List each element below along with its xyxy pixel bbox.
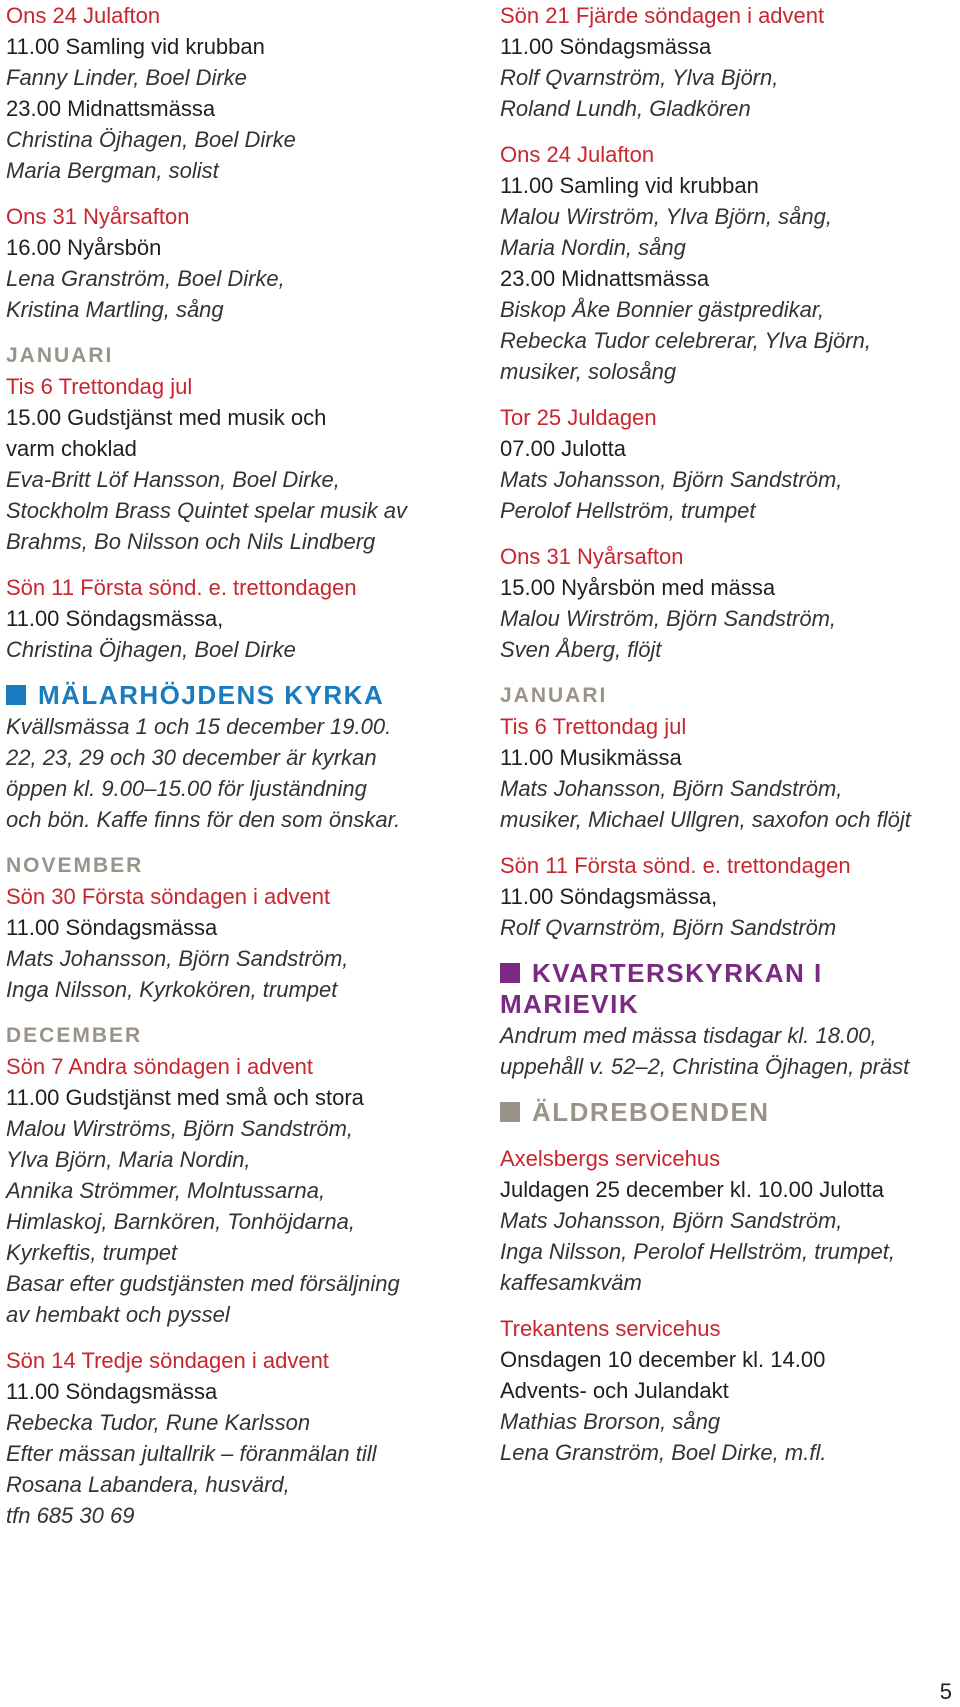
participants: av hembakt och pyssel <box>6 1302 230 1327</box>
info-text: uppehåll v. 52–2, Christina Öjhagen, präst <box>500 1054 910 1079</box>
participants: Fanny Linder, Boel Dirke <box>6 65 247 90</box>
participants: Lena Granström, Boel Dirke, <box>6 266 285 291</box>
event-heading: Sön 14 Tredje söndagen i advent <box>6 1348 329 1373</box>
participants: Maria Bergman, solist <box>6 158 219 183</box>
service-time: 11.00 Söndagsmässa <box>500 34 712 59</box>
section-heading-malarhojdens-kyrka <box>6 680 476 711</box>
participants: Malou Wirström, Björn Sandström, <box>500 606 837 631</box>
participants: tfn 685 30 69 <box>6 1503 135 1528</box>
event-heading: Tis 6 Trettondag jul <box>6 374 193 399</box>
event-heading: Ons 24 Julafton <box>500 142 655 167</box>
participants: Inga Nilsson, Kyrkokören, trumpet <box>6 977 338 1002</box>
event-heading: Tis 6 Trettondag jul <box>500 714 687 739</box>
service-time: 11.00 Gudstjänst med små och stora <box>6 1085 364 1110</box>
participants: Mathias Brorson, sång <box>500 1409 721 1434</box>
square-icon <box>500 963 520 983</box>
service-time: 23.00 Midnattsmässa <box>6 96 216 121</box>
service-time: Juldagen 25 december kl. 10.00 Julotta <box>500 1177 885 1202</box>
right-column <box>500 0 955 1468</box>
section-title-continued: MARIEVIK <box>500 989 640 1019</box>
participants: Himlaskoj, Barnkören, Tonhöjdarna, <box>6 1209 355 1234</box>
participants: Christina Öjhagen, Boel Dirke <box>6 637 296 662</box>
participants: Roland Lundh, Gladkören <box>500 96 751 121</box>
info-text: och bön. Kaffe finns för den som önskar. <box>6 807 401 832</box>
location-heading: Axelsbergs servicehus <box>500 1146 721 1171</box>
participants: Malou Wirströms, Björn Sandström, <box>6 1116 354 1141</box>
service-time: Advents- och Julandakt <box>500 1378 729 1403</box>
participants: Sven Åberg, flöjt <box>500 637 662 662</box>
left-column <box>6 0 476 1531</box>
service-time: 23.00 Midnattsmässa <box>500 266 710 291</box>
page-number: 5 <box>939 1679 952 1704</box>
month-heading: JANUARI <box>500 684 608 707</box>
participants: Malou Wirström, Ylva Björn, sång, <box>500 204 832 229</box>
event-heading: Sön 21 Fjärde söndagen i advent <box>500 3 825 28</box>
info-text: Kvällsmässa 1 och 15 december 19.00. <box>6 714 392 739</box>
month-heading: NOVEMBER <box>6 854 144 877</box>
event-heading: Sön 30 Första söndagen i advent <box>6 884 331 909</box>
participants: Rebecka Tudor celebrerar, Ylva Björn, <box>500 328 871 353</box>
event-heading: Ons 31 Nyårsafton <box>500 544 684 569</box>
participants: Basar efter gudstjänsten med försäljning <box>6 1271 400 1296</box>
service-time: 11.00 Musikmässa <box>500 745 682 770</box>
participants: Lena Granström, Boel Dirke, m.fl. <box>500 1440 827 1465</box>
event-heading: Sön 7 Andra söndagen i advent <box>6 1054 314 1079</box>
participants: Mats Johansson, Björn Sandström, <box>500 1208 843 1233</box>
event-heading: Tor 25 Juldagen <box>500 405 657 430</box>
participants: musiker, solosång <box>500 359 677 384</box>
participants: Eva-Britt Löf Hansson, Boel Dirke, <box>6 467 340 492</box>
participants: Christina Öjhagen, Boel Dirke <box>6 127 296 152</box>
section-title: MÄLARHÖJDENS KYRKA <box>38 680 385 710</box>
section-heading-aldreboenden <box>500 1097 955 1128</box>
service-time: 11.00 Samling vid krubban <box>6 34 265 59</box>
participants: Inga Nilsson, Perolof Hellström, trumpet, <box>500 1239 895 1264</box>
service-time: 15.00 Gudstjänst med musik och <box>6 405 327 430</box>
participants: Kyrkeftis, trumpet <box>6 1240 178 1265</box>
service-time: 11.00 Söndagsmässa <box>6 1379 218 1404</box>
service-time: Onsdagen 10 december kl. 14.00 <box>500 1347 826 1372</box>
participants: Brahms, Bo Nilsson och Nils Lindberg <box>6 529 376 554</box>
location-heading: Trekantens servicehus <box>500 1316 721 1341</box>
info-text: öppen kl. 9.00–15.00 för ljuständning <box>6 776 367 801</box>
participants: Mats Johansson, Björn Sandström, <box>500 776 843 801</box>
participants: kaffesamkväm <box>500 1270 642 1295</box>
participants: Biskop Åke Bonnier gästpredikar, <box>500 297 825 322</box>
event-heading: Ons 31 Nyårsafton <box>6 204 190 229</box>
participants: Mats Johansson, Björn Sandström, <box>500 467 843 492</box>
participants: Rebecka Tudor, Rune Karlsson <box>6 1410 311 1435</box>
participants: Rolf Qvarnström, Ylva Björn, <box>500 65 779 90</box>
participants: Perolof Hellström, trumpet <box>500 498 756 523</box>
service-time: 11.00 Söndagsmässa, <box>500 884 718 909</box>
participants: Annika Strömmer, Molntussarna, <box>6 1178 326 1203</box>
month-heading: DECEMBER <box>6 1024 143 1047</box>
section-heading-kvarterskyrkan <box>500 958 955 989</box>
square-icon <box>6 685 26 705</box>
section-title: KVARTERSKYRKAN I <box>532 958 823 988</box>
service-time: 11.00 Söndagsmässa <box>6 915 218 940</box>
service-time: varm choklad <box>6 436 137 461</box>
service-time: 11.00 Söndagsmässa, <box>6 606 224 631</box>
participants: Ylva Björn, Maria Nordin, <box>6 1147 251 1172</box>
service-time: 16.00 Nyårsbön <box>6 235 162 260</box>
info-text: 22, 23, 29 och 30 december är kyrkan <box>6 745 377 770</box>
participants: Mats Johansson, Björn Sandström, <box>6 946 349 971</box>
participants: Stockholm Brass Quintet spelar musik av <box>6 498 408 523</box>
square-icon <box>500 1102 520 1122</box>
month-heading: JANUARI <box>6 344 114 367</box>
participants: Efter mässan jultallrik – föranmälan till <box>6 1441 377 1466</box>
participants: Maria Nordin, sång <box>500 235 686 260</box>
info-text: Andrum med mässa tisdagar kl. 18.00, <box>500 1023 877 1048</box>
service-time: 15.00 Nyårsbön med mässa <box>500 575 776 600</box>
participants: Rosana Labandera, husvärd, <box>6 1472 290 1497</box>
service-time: 07.00 Julotta <box>500 436 626 461</box>
event-heading: Ons 24 Julafton <box>6 3 161 28</box>
participants: Kristina Martling, sång <box>6 297 224 322</box>
service-time: 11.00 Samling vid krubban <box>500 173 759 198</box>
participants: musiker, Michael Ullgren, saxofon och flöjt <box>500 807 911 832</box>
section-title: ÄLDREBOENDEN <box>532 1097 770 1127</box>
event-heading: Sön 11 Första sönd. e. trettondagen <box>500 853 851 878</box>
participants: Rolf Qvarnström, Björn Sandström <box>500 915 837 940</box>
event-heading: Sön 11 Första sönd. e. trettondagen <box>6 575 357 600</box>
